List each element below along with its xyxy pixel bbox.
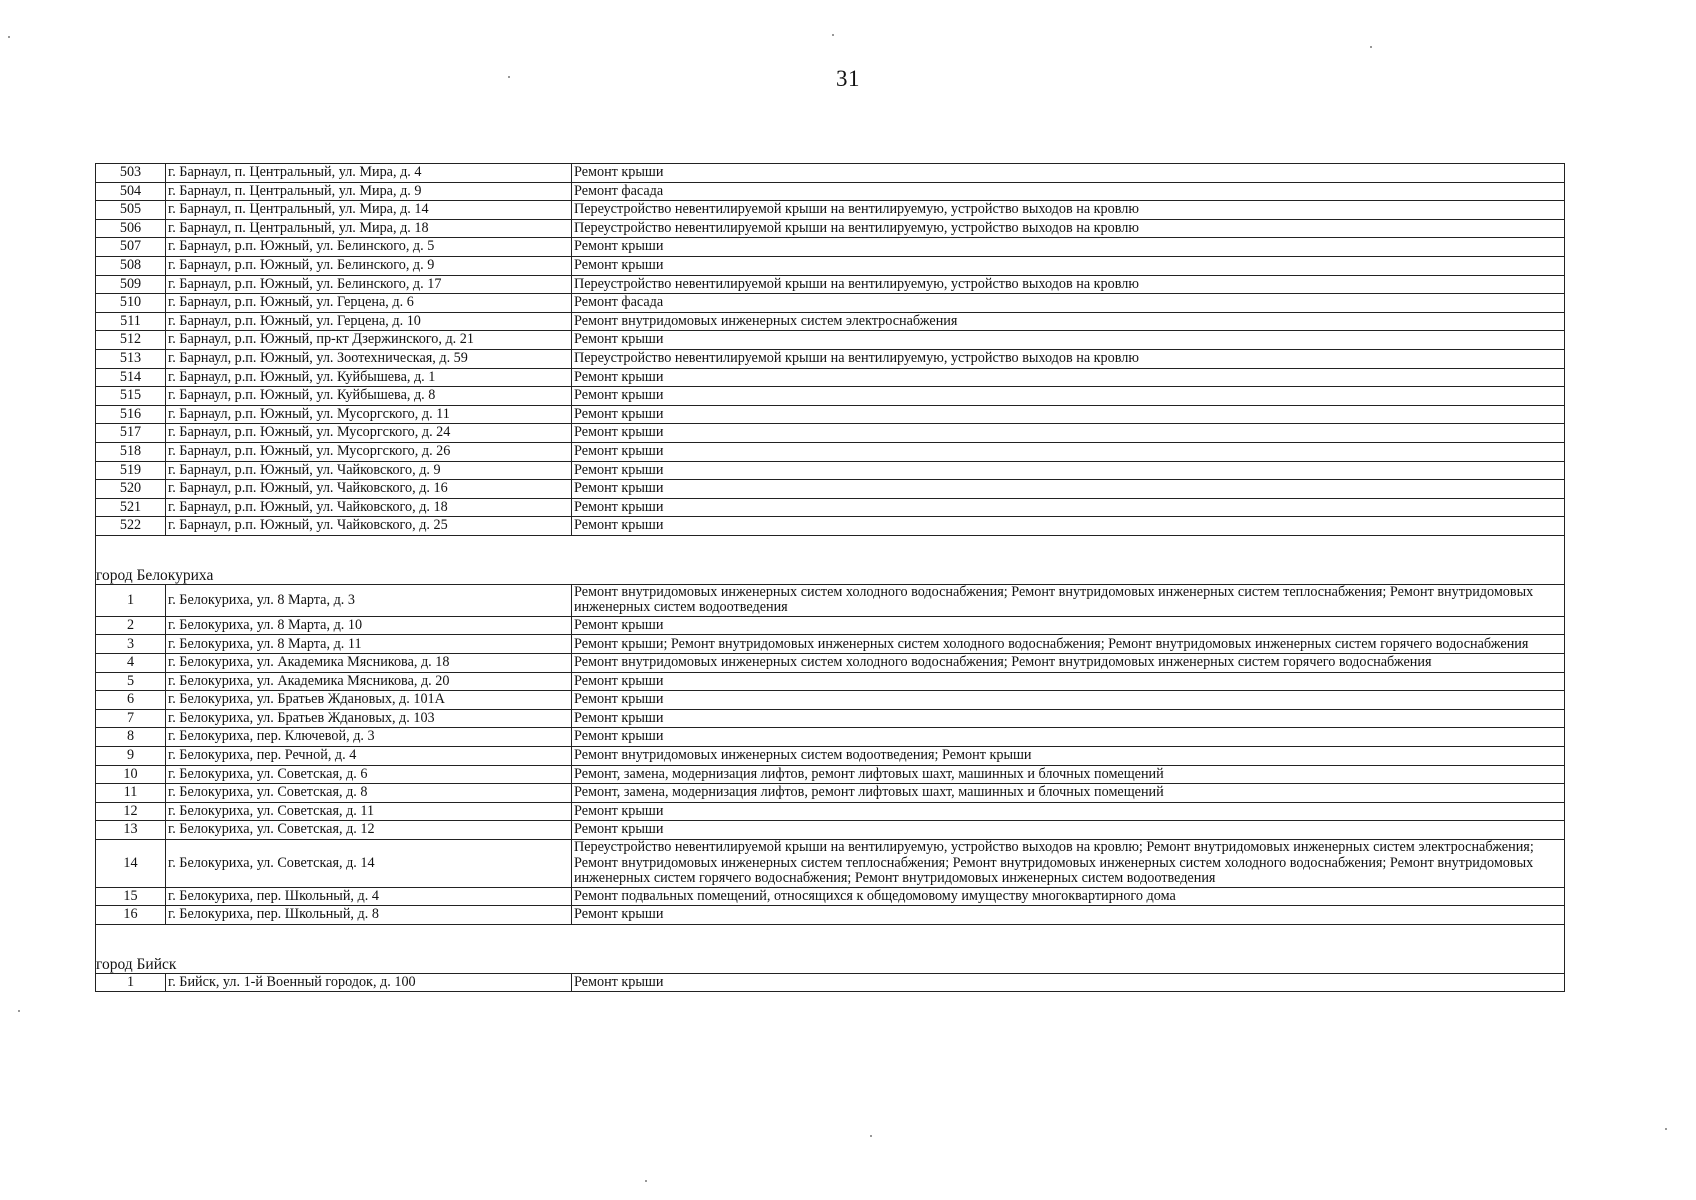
table-row — [96, 238, 1565, 257]
table-row — [96, 616, 1565, 635]
table-row — [96, 442, 1565, 461]
row-number: 3 — [96, 635, 166, 654]
row-number: 512 — [96, 331, 166, 350]
row-number: 11 — [96, 784, 166, 803]
row-number: 15 — [96, 887, 166, 906]
row-number: 2 — [96, 616, 166, 635]
row-number: 16 — [96, 906, 166, 925]
address-cell: г. Барнаул, п. Центральный, ул. Мира, д. 14 — [166, 201, 572, 220]
row-number: 7 — [96, 709, 166, 728]
row-number: 513 — [96, 349, 166, 368]
repair-table — [95, 163, 1565, 992]
work-type-cell: Ремонт крыши — [572, 821, 1565, 840]
table-row — [96, 294, 1565, 313]
table-row — [96, 368, 1565, 387]
row-number: 506 — [96, 219, 166, 238]
row-number: 5 — [96, 672, 166, 691]
work-type-cell: Переустройство невентилируемой крыши на вентилируемую, устройство выходов на кровлю — [572, 219, 1565, 238]
work-type-cell: Ремонт крыши — [572, 498, 1565, 517]
section-gap — [96, 535, 1565, 568]
work-type-cell: Ремонт крыши — [572, 480, 1565, 499]
work-type-cell: Ремонт внутридомовых инженерных систем холодного водоснабжения; Ремонт внутридомовых инженерных систем горячего водоснабжения — [572, 654, 1565, 673]
table-row — [96, 331, 1565, 350]
work-type-cell: Ремонт крыши — [572, 906, 1565, 925]
address-cell: г. Белокуриха, пер. Ключевой, д. 3 — [166, 728, 572, 747]
address-cell: г. Барнаул, р.п. Южный, ул. Чайковского, д. 9 — [166, 461, 572, 480]
address-cell: г. Барнаул, р.п. Южный, ул. Мусоргского, д. 24 — [166, 424, 572, 443]
address-cell: г. Барнаул, р.п. Южный, ул. Мусоргского, д. 11 — [166, 405, 572, 424]
row-number: 4 — [96, 654, 166, 673]
address-cell: г. Барнаул, р.п. Южный, ул. Куйбышева, д. 1 — [166, 368, 572, 387]
row-number: 14 — [96, 840, 166, 888]
work-type-cell: Ремонт подвальных помещений, относящихся к общедомовому имуществу многоквартирного дома — [572, 887, 1565, 906]
work-type-cell: Ремонт крыши — [572, 164, 1565, 183]
table-row — [96, 498, 1565, 517]
address-cell: г. Белокуриха, ул. 8 Марта, д. 3 — [166, 584, 572, 616]
work-type-cell: Ремонт крыши — [572, 424, 1565, 443]
scan-speck — [1665, 1128, 1667, 1130]
address-cell: г. Белокуриха, ул. 8 Марта, д. 11 — [166, 635, 572, 654]
address-cell: г. Барнаул, п. Центральный, ул. Мира, д. 4 — [166, 164, 572, 183]
row-number: 517 — [96, 424, 166, 443]
address-cell: г. Белокуриха, ул. Советская, д. 11 — [166, 802, 572, 821]
address-cell: г. Белокуриха, ул. Советская, д. 8 — [166, 784, 572, 803]
row-number: 514 — [96, 368, 166, 387]
row-number: 511 — [96, 312, 166, 331]
work-type-cell: Ремонт крыши — [572, 728, 1565, 747]
work-type-cell: Ремонт крыши — [572, 691, 1565, 710]
row-number: 521 — [96, 498, 166, 517]
work-type-cell: Ремонт крыши — [572, 442, 1565, 461]
address-cell: г. Белокуриха, ул. Академика Мясникова, д. 18 — [166, 654, 572, 673]
table-row — [96, 654, 1565, 673]
table-row — [96, 182, 1565, 201]
row-number: 522 — [96, 517, 166, 536]
section-heading-row — [96, 568, 1565, 585]
table-row — [96, 517, 1565, 536]
address-cell: г. Белокуриха, ул. Советская, д. 6 — [166, 765, 572, 784]
section-title: город Бийск — [96, 957, 1565, 974]
address-cell: г. Белокуриха, пер. Речной, д. 4 — [166, 747, 572, 766]
row-number: 503 — [96, 164, 166, 183]
table-row — [96, 219, 1565, 238]
address-cell: г. Барнаул, р.п. Южный, ул. Чайковского, д. 25 — [166, 517, 572, 536]
row-number: 508 — [96, 256, 166, 275]
work-type-cell: Ремонт крыши — [572, 405, 1565, 424]
work-type-cell: Ремонт крыши — [572, 973, 1565, 992]
row-number: 10 — [96, 765, 166, 784]
work-type-cell: Ремонт крыши — [572, 517, 1565, 536]
work-type-cell: Переустройство невентилируемой крыши на вентилируемую, устройство выходов на кровлю — [572, 201, 1565, 220]
address-cell: г. Белокуриха, ул. Советская, д. 14 — [166, 840, 572, 888]
address-cell: г. Белокуриха, пер. Школьный, д. 8 — [166, 906, 572, 925]
table-row — [96, 672, 1565, 691]
scan-speck — [1370, 46, 1372, 48]
work-type-cell: Ремонт, замена, модернизация лифтов, ремонт лифтовых шахт, машинных и блочных помещений — [572, 765, 1565, 784]
address-cell: г. Барнаул, р.п. Южный, ул. Зоотехническая, д. 59 — [166, 349, 572, 368]
table-row — [96, 201, 1565, 220]
work-type-cell: Ремонт, замена, модернизация лифтов, ремонт лифтовых шахт, машинных и блочных помещений — [572, 784, 1565, 803]
work-type-cell: Ремонт крыши; Ремонт внутридомовых инженерных систем холодного водоснабжения; Ремонт внутридомовых инженерных систем горячего водоснабжения — [572, 635, 1565, 654]
work-type-cell: Ремонт внутридомовых инженерных систем водоотведения; Ремонт крыши — [572, 747, 1565, 766]
scan-speck — [870, 1135, 872, 1137]
table-row — [96, 709, 1565, 728]
row-number: 519 — [96, 461, 166, 480]
section-gap-cell — [96, 535, 1565, 568]
table-row — [96, 802, 1565, 821]
section-gap-cell — [96, 924, 1565, 957]
work-type-cell: Ремонт фасада — [572, 294, 1565, 313]
work-type-cell: Переустройство невентилируемой крыши на вентилируемую, устройство выходов на кровлю; Ремонт внутридомовых инженерных систем электроснабжения; Ремонт внутридомовых инженерных систем теплоснабжения; Ремонт внутридомовых инженерных систем холодного водоснабжения; Ремонт внутридомовых инженерных систем горячего водоснабжения; Ремонт внутридомовых инженерных систем водоотведения — [572, 840, 1565, 888]
row-number: 516 — [96, 405, 166, 424]
address-cell: г. Барнаул, р.п. Южный, ул. Куйбышева, д. 8 — [166, 387, 572, 406]
address-cell: г. Барнаул, п. Центральный, ул. Мира, д. 18 — [166, 219, 572, 238]
scan-speck — [18, 1010, 20, 1012]
section-gap — [96, 924, 1565, 957]
work-type-cell: Ремонт крыши — [572, 368, 1565, 387]
work-type-cell: Переустройство невентилируемой крыши на вентилируемую, устройство выходов на кровлю — [572, 275, 1565, 294]
address-cell: г. Барнаул, р.п. Южный, ул. Чайковского, д. 16 — [166, 480, 572, 499]
work-type-cell: Ремонт крыши — [572, 387, 1565, 406]
work-type-cell: Ремонт крыши — [572, 616, 1565, 635]
address-cell: г. Барнаул, р.п. Южный, ул. Белинского, д. 5 — [166, 238, 572, 257]
table-row — [96, 887, 1565, 906]
row-number: 9 — [96, 747, 166, 766]
table-row — [96, 275, 1565, 294]
scan-speck — [8, 36, 10, 38]
table-row — [96, 461, 1565, 480]
table-row — [96, 635, 1565, 654]
table-row — [96, 387, 1565, 406]
table-row — [96, 765, 1565, 784]
work-type-cell: Ремонт фасада — [572, 182, 1565, 201]
address-cell: г. Барнаул, р.п. Южный, ул. Герцена, д. 6 — [166, 294, 572, 313]
address-cell: г. Барнаул, п. Центральный, ул. Мира, д. 9 — [166, 182, 572, 201]
page-number: 31 — [836, 66, 860, 91]
address-cell: г. Барнаул, р.п. Южный, ул. Белинского, д. 17 — [166, 275, 572, 294]
table-row — [96, 691, 1565, 710]
section-title: город Белокуриха — [96, 568, 1565, 585]
row-number: 13 — [96, 821, 166, 840]
address-cell: г. Белокуриха, пер. Школьный, д. 4 — [166, 887, 572, 906]
work-type-cell: Ремонт крыши — [572, 461, 1565, 480]
address-cell: г. Барнаул, р.п. Южный, пр-кт Дзержинского, д. 21 — [166, 331, 572, 350]
work-type-cell: Ремонт крыши — [572, 238, 1565, 257]
row-number: 509 — [96, 275, 166, 294]
work-type-cell: Ремонт внутридомовых инженерных систем электроснабжения — [572, 312, 1565, 331]
address-cell: г. Барнаул, р.п. Южный, ул. Белинского, д. 9 — [166, 256, 572, 275]
table-row — [96, 312, 1565, 331]
work-type-cell: Ремонт крыши — [572, 709, 1565, 728]
address-cell: г. Белокуриха, ул. Братьев Ждановых, д. 101А — [166, 691, 572, 710]
row-number: 507 — [96, 238, 166, 257]
row-number: 505 — [96, 201, 166, 220]
row-number: 12 — [96, 802, 166, 821]
table-row — [96, 906, 1565, 925]
table-row — [96, 973, 1565, 992]
row-number: 515 — [96, 387, 166, 406]
table-row — [96, 164, 1565, 183]
table-row — [96, 405, 1565, 424]
table-row — [96, 821, 1565, 840]
work-type-cell: Переустройство невентилируемой крыши на вентилируемую, устройство выходов на кровлю — [572, 349, 1565, 368]
table-row — [96, 584, 1565, 616]
address-cell: г. Белокуриха, ул. 8 Марта, д. 10 — [166, 616, 572, 635]
work-type-cell: Ремонт внутридомовых инженерных систем холодного водоснабжения; Ремонт внутридомовых инженерных систем теплоснабжения; Ремонт внутридомовых инженерных систем водоотведения — [572, 584, 1565, 616]
row-number: 504 — [96, 182, 166, 201]
table-row — [96, 256, 1565, 275]
section-heading-row — [96, 957, 1565, 974]
work-type-cell: Ремонт крыши — [572, 331, 1565, 350]
address-cell: г. Белокуриха, ул. Академика Мясникова, д. 20 — [166, 672, 572, 691]
table-row — [96, 840, 1565, 888]
table-row — [96, 349, 1565, 368]
scan-speck — [645, 1180, 647, 1182]
row-number: 1 — [96, 973, 166, 992]
row-number: 510 — [96, 294, 166, 313]
table-body — [96, 164, 1565, 992]
address-cell: г. Бийск, ул. 1-й Военный городок, д. 100 — [166, 973, 572, 992]
row-number: 8 — [96, 728, 166, 747]
work-type-cell: Ремонт крыши — [572, 802, 1565, 821]
scan-speck — [508, 76, 510, 78]
work-type-cell: Ремонт крыши — [572, 672, 1565, 691]
address-cell: г. Белокуриха, ул. Братьев Ждановых, д. 103 — [166, 709, 572, 728]
table-row — [96, 747, 1565, 766]
work-type-cell: Ремонт крыши — [572, 256, 1565, 275]
table-row — [96, 480, 1565, 499]
row-number: 1 — [96, 584, 166, 616]
address-cell: г. Барнаул, р.п. Южный, ул. Герцена, д. 10 — [166, 312, 572, 331]
address-cell: г. Барнаул, р.п. Южный, ул. Мусоргского, д. 26 — [166, 442, 572, 461]
table-row — [96, 784, 1565, 803]
address-cell: г. Барнаул, р.п. Южный, ул. Чайковского, д. 18 — [166, 498, 572, 517]
scan-speck — [832, 34, 834, 36]
row-number: 6 — [96, 691, 166, 710]
row-number: 518 — [96, 442, 166, 461]
address-cell: г. Белокуриха, ул. Советская, д. 12 — [166, 821, 572, 840]
row-number: 520 — [96, 480, 166, 499]
table-row — [96, 728, 1565, 747]
table-row — [96, 424, 1565, 443]
